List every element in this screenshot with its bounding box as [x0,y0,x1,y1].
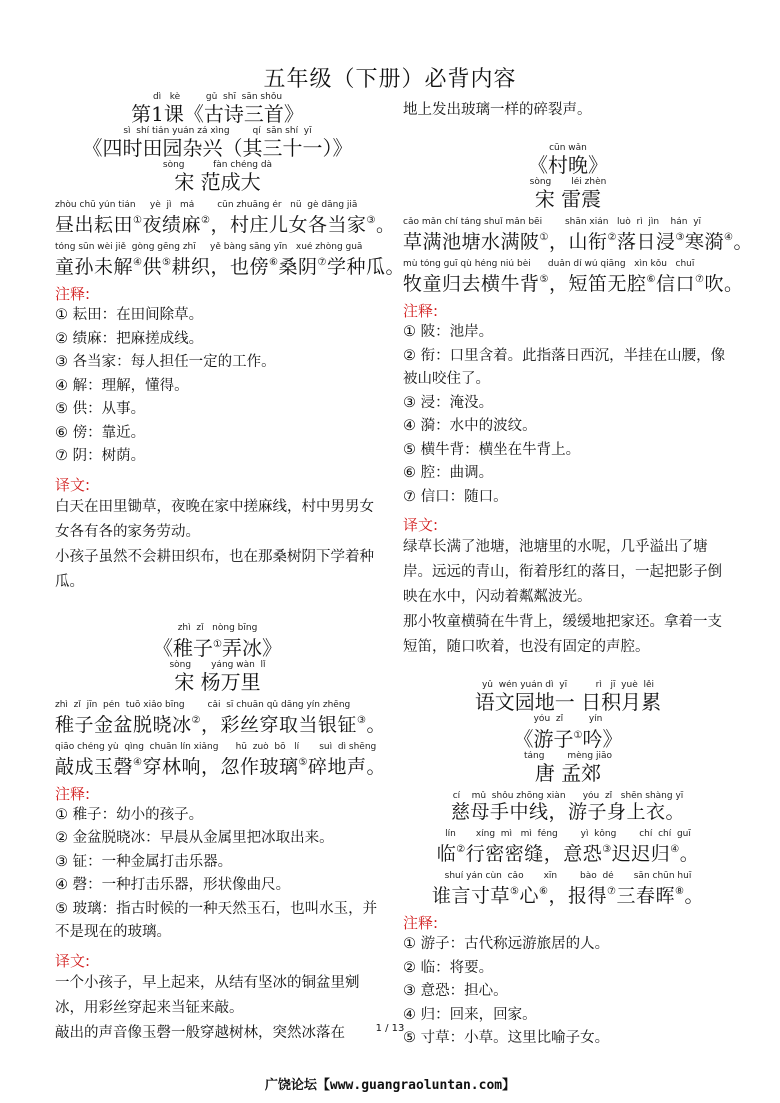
footnote-marker: ② [456,844,466,855]
notes-label: 注释: [55,285,91,303]
poem-line: 草满池塘水满陂①，山衔②落日浸③寒漪④。 [403,231,753,253]
note-item: ② 金盆脱晓冰：早晨从金属里把冰取出来。 [55,830,334,846]
note-item: ⑥ 腔：曲调。 [403,465,494,481]
footnote-marker: ⑤ [298,756,308,768]
translation-paragraph: 白天在田里锄草，夜晚在家中搓麻线，村中男男女女各有各的家务劳动。 [55,498,374,540]
footnote-marker: ③ [602,844,612,855]
poem-title: 《村晚》 [528,153,608,177]
footnote-marker: ② [191,714,201,726]
pinyin-line: sòng léi zhèn [529,177,607,187]
footnote-marker: ③ [357,714,367,726]
pinyin-line: sì shí tián yuán zá xìng qí sān shí yī [123,126,312,136]
poem-title: 《四时田园杂兴（其三十一）》 [82,136,353,160]
footnote-marker: ④ [133,257,143,268]
footnote-marker: ② [607,232,617,243]
footnote-marker: ⑥ [268,257,279,268]
footnote-marker: ③ [366,215,376,226]
pinyin-line: mù tóng guī qù héng niú bèi duǎn dí wú qiāng xìn kǒu chuī [403,259,695,269]
poem-author: 宋 雷震 [534,187,602,211]
note-item: ④ 漪：水中的波纹。 [403,418,537,434]
poem-line: 临②行密密缝，意恐③迟迟归④。 [436,843,700,865]
translation-label: 译文: [403,516,439,534]
note-item: ③ 浸：淹没。 [403,394,494,411]
pinyin-line: lín xíng mì mì féng yì kǒng chí chí guī [445,829,691,839]
translation-label: 译文: [55,475,91,494]
poem-line: 慈母手中线，游子身上衣。 [450,801,685,823]
footnote-marker: ⑦ [317,257,327,268]
translation-paragraph: 敲出的声音像玉磬一般穿越树林，突然冰落在 [55,1024,345,1041]
footnote-marker: ④ [133,756,143,768]
translation-paragraph: 绿草长满了池塘，池塘里的水呢，几乎溢出了塘岸。远远的青山，衔着彤红的落日，一起把影子倒映在水中，闪动着粼粼波光。 [403,539,722,605]
footnote-marker: ① [213,638,222,650]
note-item: ④ 磬：一种打击乐器，形状像曲尺。 [55,877,291,893]
footer-site-banner: 广饶论坛【www.guangraoluntan.com】 [264,1078,516,1093]
pinyin-line: yóu zǐ yín [533,714,603,724]
pinyin-line: dì kè gǔ shī sān shǒu [152,92,283,102]
footnote-marker: ⑤ [510,886,520,897]
poem-author: 宋 杨万里 [174,669,261,694]
notes-label: 注释: [403,914,439,932]
lesson-title: 第1课《古诗三首》 [131,102,304,126]
footnote-marker: ⑤ [162,257,172,268]
poem-line: 稚子金盆脱晓冰②，彩丝穿取当银钲③。 [55,713,386,736]
pinyin-line: zhòu chū yún tián yè jì má cūn zhuāng ér nǚ gè dāng jiā [55,200,358,210]
note-item: ⑤ 供：从事。 [55,401,146,417]
pinyin-line: zhì zǐ jīn pén tuō xiǎo bīng cǎi sī chuān qǔ dāng yín zhēng [55,699,351,710]
note-item: ⑤ 寸草：小草。这里比喻子女。 [403,1030,610,1046]
notes-label: 注释: [55,784,91,803]
section-title: 语文园地一 日积月累 [474,690,662,714]
pinyin-line: yǔ wén yuán dì yī rì jī yuè lěi [481,680,655,690]
poem-author: 唐 孟郊 [534,761,602,785]
poem-line: 牧童归去横牛背⑤，短笛无腔⑥信口⑦吹。 [403,273,744,295]
pinyin-line: zhì zǐ nòng bīng [177,622,258,633]
page-title: 五年级（下册）必背内容 [263,67,517,92]
note-item: ② 临：将要。 [403,959,494,976]
note-item: ③ 各当家：每人担任一定的工作。 [55,354,276,370]
footnote-marker: ⑥ [646,274,656,285]
footnote-marker: ① [573,730,583,741]
page-number: 1 / 13 [375,1023,405,1034]
pinyin-line: shuí yán cùn cǎo xīn bào dé sān chūn huī [444,871,692,881]
notes-label: 注释: [403,302,439,320]
note-item: ⑦ 信口：随口。 [403,488,508,505]
footnote-marker: ⑧ [674,886,685,897]
footnote-marker: ② [201,215,211,226]
note-item: ⑤ 玻璃：指古时候的一种天然玉石，也叫水玉，并不是现在的玻璃。 [55,900,378,940]
pinyin-line: qiāo chéng yù qìng chuān lín xiǎng hū zuò bō lí suì dì shēng [55,741,377,752]
footnote-marker: ⑦ [607,886,617,897]
note-item: ① 陂：池岸。 [403,324,494,340]
footnote-marker: ③ [675,232,685,243]
note-item: ⑦ 阴：树荫。 [55,448,146,464]
footnote-marker: ④ [723,232,734,243]
note-item: ③ 意恐：担心。 [403,983,508,999]
pinyin-line: cǎo mǎn chí táng shuǐ mǎn bēi shān xián luò rì jìn hán yī [403,217,702,227]
note-item: ① 游子：古代称远游旅居的人。 [403,936,610,952]
poem-title: 《稚子①弄冰》 [153,635,282,660]
footnote-marker: ① [133,215,143,226]
note-item: ① 稚子：幼小的孩子。 [55,806,204,823]
note-item: ② 绩麻：把麻搓成线。 [55,330,204,347]
translation-label: 译文: [55,951,91,970]
footnote-marker: ④ [670,844,680,855]
translation-paragraph: 小孩子虽然不会耕田织布，也在那桑树阴下学着种瓜。 [55,548,374,590]
poem-author: 宋 范成大 [174,170,261,194]
translation-continuation: 地上发出玻璃一样的碎裂声。 [403,102,592,118]
footnote-marker: ⑦ [694,274,705,285]
pinyin-line: táng mèng jiāo [524,751,612,761]
note-item: ④ 解：理解，懂得。 [55,377,189,394]
pinyin-line: sòng yáng wàn lǐ [169,659,266,670]
poem-line: 童孙未解④供⑤耕织，也傍⑥桑阴⑦学种瓜。 [55,256,405,278]
note-item: ① 耘田：在田间除草。 [55,307,204,323]
pinyin-line: tóng sūn wèi jiě gòng gēng zhī yě bàng sāng yīn xué zhòng guā [55,242,363,252]
pinyin-line: cūn wǎn [549,143,587,153]
pinyin-line: sòng fàn chéng dà [162,160,273,170]
translation-paragraph: 一个小孩子，早上起来，从结有坚冰的铜盆里剜冰，用彩丝穿起来当钲来敲。 [55,974,360,1016]
poem-line: 昼出耘田①夜绩麻②，村庄儿女各当家③。 [55,214,396,236]
note-item: ④ 归：回来，回家。 [403,1006,537,1023]
footnote-marker: ⑥ [539,886,549,897]
translation-paragraph: 那小牧童横骑在牛背上，缓缓地把家还。拿着一支短笛，随口吹着，也没有固定的声腔。 [403,614,722,655]
note-item: ⑤ 横牛背：横坐在牛背上。 [403,441,581,458]
note-item: ② 衔：口里含着。此指落日西沉，半挂在山腰，像被山咬住了。 [403,347,726,387]
poem-line: 谁言寸草⑤心⑥，报得⑦三春晖⑧。 [432,885,704,907]
footnote-marker: ⑤ [539,274,549,285]
note-item: ③ 钲：一种金属打击乐器。 [55,853,233,870]
right-column [403,92,753,1051]
footnote-marker: ① [539,232,549,243]
poem-line: 敲成玉磬④穿林响，忽作玻璃⑤碎地声。 [55,755,386,778]
pinyin-line: cí mǔ shǒu zhōng xiàn yóu zǐ shēn shàng yī [452,791,684,801]
note-item: ⑥ 傍：靠近。 [55,424,146,441]
poem-title: 《游子①吟》 [513,727,623,751]
